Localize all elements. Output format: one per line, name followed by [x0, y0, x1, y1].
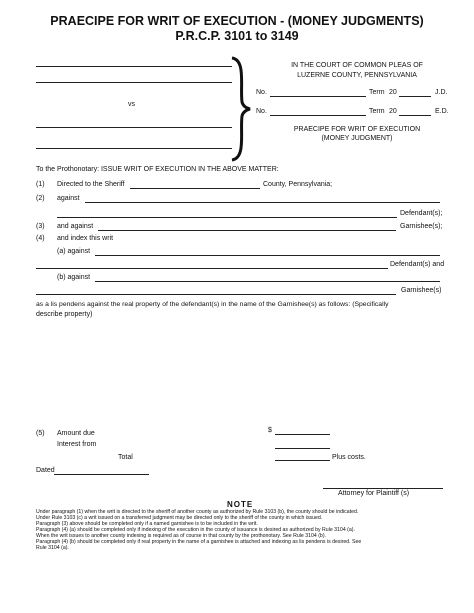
docket-no-field[interactable] [270, 96, 366, 97]
total-label: Total [118, 454, 133, 461]
form-title: PRAECIPE FOR WRIT OF EXECUTION - (MONEY JUDGMENTS) [50, 14, 424, 28]
item-4a-text: (a) against [57, 248, 91, 255]
dollar-sign: $ [268, 427, 272, 434]
index-defendant-field-2[interactable] [36, 268, 388, 269]
term-label: Term [369, 89, 385, 96]
index-garnishee-field-2[interactable] [36, 294, 396, 295]
dated-field[interactable] [54, 474, 149, 475]
lis-pendens-text-1: as a lis pendens against the real property of the defendant(s) in the name of the Garnishee(s) as follows: (Specifically [36, 301, 389, 308]
note-line-6: Paragraph (4) (b) should be completed only if real property in the name of a garnishee is attached and indexing as lis pendens is desired. See [36, 539, 362, 545]
item-2-number: (2) [36, 195, 45, 202]
plaintiff-line-2[interactable] [36, 82, 232, 83]
amount-due-label: Amount due [57, 430, 95, 437]
plus-costs-label: Plus costs. [332, 454, 366, 461]
term-year-prefix: 20 [389, 89, 397, 96]
defendant-field-2[interactable] [57, 217, 397, 218]
ed-no-field[interactable] [270, 115, 366, 116]
court-name-line1: IN THE COURT OF COMMON PLEAS OF [291, 62, 423, 69]
item-4-number: (4) [36, 235, 45, 242]
item-5-number: (5) [36, 430, 45, 437]
ed-term-label: Term [369, 108, 385, 115]
garnishee-field[interactable] [98, 230, 396, 231]
note-title: NOTE [227, 500, 254, 509]
defendants-label: Defendant(s); [400, 210, 443, 217]
item-1-text: Directed to the Sheriff [57, 181, 125, 188]
defendant-field-1[interactable] [85, 202, 440, 203]
item-2-text: against [57, 195, 80, 202]
lis-pendens-text-2: describe property) [36, 311, 93, 318]
note-line-4: Paragraph (4) (a) should be completed only if indexing of the execution in the county of issuance is desired as authorized by Rule 3104 (a). [36, 527, 355, 533]
versus-label: vs [128, 101, 135, 108]
defendant-line-1[interactable] [36, 127, 232, 128]
index-garnishee-field-1[interactable] [95, 281, 440, 282]
jd-label: J.D. [435, 89, 448, 96]
note-line-1: Under paragraph (1) when the writ is directed to the sheriff of another county as authorized by Rule 3103 (b), the county should be indicated. [36, 509, 359, 515]
ed-no-label: No. [256, 108, 267, 115]
garnishees-label: Garnishee(s); [400, 223, 443, 230]
index-defendant-field-1[interactable] [95, 255, 440, 256]
interest-field[interactable] [275, 448, 330, 449]
ed-label: E.D. [435, 108, 449, 115]
total-field[interactable] [275, 460, 330, 461]
plaintiff-line-1[interactable] [36, 66, 232, 67]
note-line-5: When the writ issues to another county indexing is required as of course in that county by the prothonotary. See Rule 3104 (b). [36, 533, 326, 539]
praecipe-heading-line2: (MONEY JUDGMENT) [321, 135, 393, 142]
defendant-line-2[interactable] [36, 148, 232, 149]
note-line-7: Rule 3104 (a). [36, 545, 69, 551]
interest-from-label: Interest from [57, 441, 97, 448]
item-4b-text: (b) against [57, 274, 91, 281]
defendants-and-label: Defendant(s) and [390, 261, 445, 268]
court-name-line2: LUZERNE COUNTY, PENNSYLVANIA [297, 72, 417, 79]
amount-due-field[interactable] [275, 434, 330, 435]
caption-brace-icon [228, 56, 254, 162]
form-rule-reference: P.R.C.P. 3101 to 3149 [175, 29, 299, 43]
term-year-field[interactable] [399, 96, 431, 97]
garnishees-label-2: Garnishee(s) [401, 287, 442, 294]
item-3-text: and against [57, 223, 94, 230]
item-3-number: (3) [36, 223, 45, 230]
item-4-text: and index this writ [57, 235, 114, 242]
note-line-2: Under Rule 3103 (c) a writ issued on a transferred judgment may be directed only to the sheriff of the county in which issued. [36, 515, 323, 521]
ed-year-prefix: 20 [389, 108, 397, 115]
ed-year-field[interactable] [399, 115, 431, 116]
attorney-signature-field[interactable] [323, 488, 443, 489]
item-1-number: (1) [36, 181, 45, 188]
praecipe-heading-line1: PRAECIPE FOR WRIT OF EXECUTION [293, 126, 421, 133]
docket-no-label: No. [256, 89, 267, 96]
intro-text: To the Prothonotary: ISSUE WRIT OF EXECUTION IN THE ABOVE MATTER: [36, 166, 279, 173]
item-1-suffix: County, Pennsylvania; [263, 181, 333, 188]
note-line-3: Paragraph (3) above should be completed only if a named garnishee is to be included in the writ. [36, 521, 258, 527]
sheriff-county-field[interactable] [130, 188, 260, 189]
dated-label: Dated [36, 467, 55, 474]
attorney-label: Attorney for Plaintiff (s) [338, 490, 410, 497]
